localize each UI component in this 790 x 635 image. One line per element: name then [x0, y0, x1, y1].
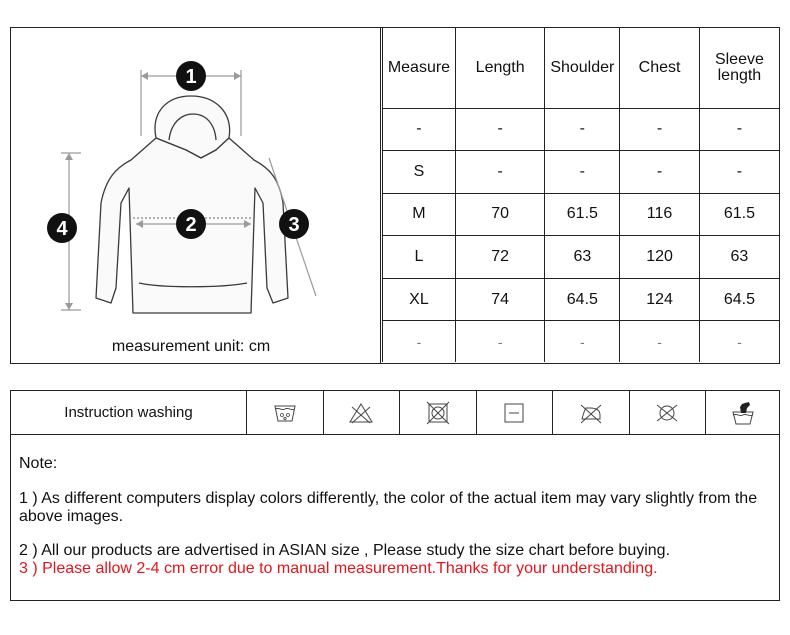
svg-text:1: 1 [185, 66, 197, 88]
table-cell: - [545, 108, 620, 151]
table-cell: - [545, 151, 620, 194]
svg-text:2: 2 [185, 214, 197, 236]
table-cell: 63 [699, 236, 779, 279]
table-cell: 64.5 [545, 278, 620, 321]
table-cell: M [383, 193, 456, 236]
notes-section [19, 455, 771, 578]
table-row [383, 236, 780, 279]
table-cell: S [383, 151, 456, 194]
header-shoulder: Shoulder [545, 28, 620, 108]
header-sleeve-length: Sleeve length [699, 28, 779, 108]
table-cell: L [383, 236, 456, 279]
table-cell: - [455, 108, 544, 151]
hand-wash-icon [730, 400, 756, 426]
wash-cell [706, 391, 779, 434]
table-row [383, 321, 780, 362]
table-cell: - [620, 151, 700, 194]
table-cell: - [699, 321, 779, 362]
wash-cell [247, 391, 324, 434]
size-table [382, 28, 779, 362]
marker-4 [47, 213, 77, 243]
table-cell: - [455, 151, 544, 194]
marker-1 [176, 61, 206, 91]
table-row [383, 193, 780, 236]
table-cell: - [620, 108, 700, 151]
wash-cell [477, 391, 554, 434]
table-row [383, 278, 780, 321]
table-cell: - [699, 108, 779, 151]
hoodie-outline-icon [11, 28, 381, 328]
table-cell: 63 [545, 236, 620, 279]
do-not-iron-icon [578, 400, 604, 426]
washing-instructions-row [11, 391, 779, 435]
washing-instructions-title: Instruction washing [11, 391, 247, 434]
table-cell: - [383, 321, 456, 362]
measurement-unit-label: measurement unit: cm [111, 338, 271, 355]
note-line-3: 3 ) Please allow 2-4 cm error due to manual measurement.Thanks for your understanding. [19, 560, 658, 577]
table-cell: 116 [620, 193, 700, 236]
table-cell: 120 [620, 236, 700, 279]
size-table-header-row [383, 28, 780, 108]
do-not-tumble-dry-icon [425, 400, 451, 426]
wash-cell [400, 391, 477, 434]
table-cell: - [699, 151, 779, 194]
table-cell: XL [383, 278, 456, 321]
header-length: Length [455, 28, 544, 108]
wash-cell [553, 391, 630, 434]
table-cell: - [620, 321, 700, 362]
do-not-bleach-icon [348, 400, 374, 426]
note-line-2: 2 ) All our products are advertised in ASIAN size , Please study the size chart before buying. [19, 542, 671, 559]
table-cell: 74 [455, 278, 544, 321]
do-not-dry-clean-icon [654, 400, 680, 426]
header-chest: Chest [620, 28, 700, 108]
svg-text:4: 4 [56, 218, 68, 240]
notes-title: Note: [19, 455, 58, 472]
note-line-1: 1 ) As different computers display colors differently, the color of the actual item may vary slightly from the above images. [19, 490, 758, 525]
table-cell: 61.5 [545, 193, 620, 236]
hoodie-figure [11, 28, 381, 363]
wash-cell [630, 391, 707, 434]
header-measure: Measure [383, 28, 456, 108]
table-row [383, 151, 780, 194]
size-chart-panel [10, 27, 780, 364]
table-row [383, 108, 780, 151]
table-cell: 61.5 [699, 193, 779, 236]
table-cell: 124 [620, 278, 700, 321]
table-cell: - [455, 321, 544, 362]
table-cell: - [383, 108, 456, 151]
svg-text:3: 3 [288, 214, 300, 236]
table-cell: - [545, 321, 620, 362]
hand-wash-30-icon [272, 400, 298, 426]
table-cell: 70 [455, 193, 544, 236]
table-cell: 72 [455, 236, 544, 279]
table-cell: 64.5 [699, 278, 779, 321]
marker-3 [279, 209, 309, 239]
wash-cell [324, 391, 401, 434]
dry-flat-icon [501, 400, 527, 426]
marker-2 [176, 209, 206, 239]
care-and-notes-panel [10, 390, 780, 601]
